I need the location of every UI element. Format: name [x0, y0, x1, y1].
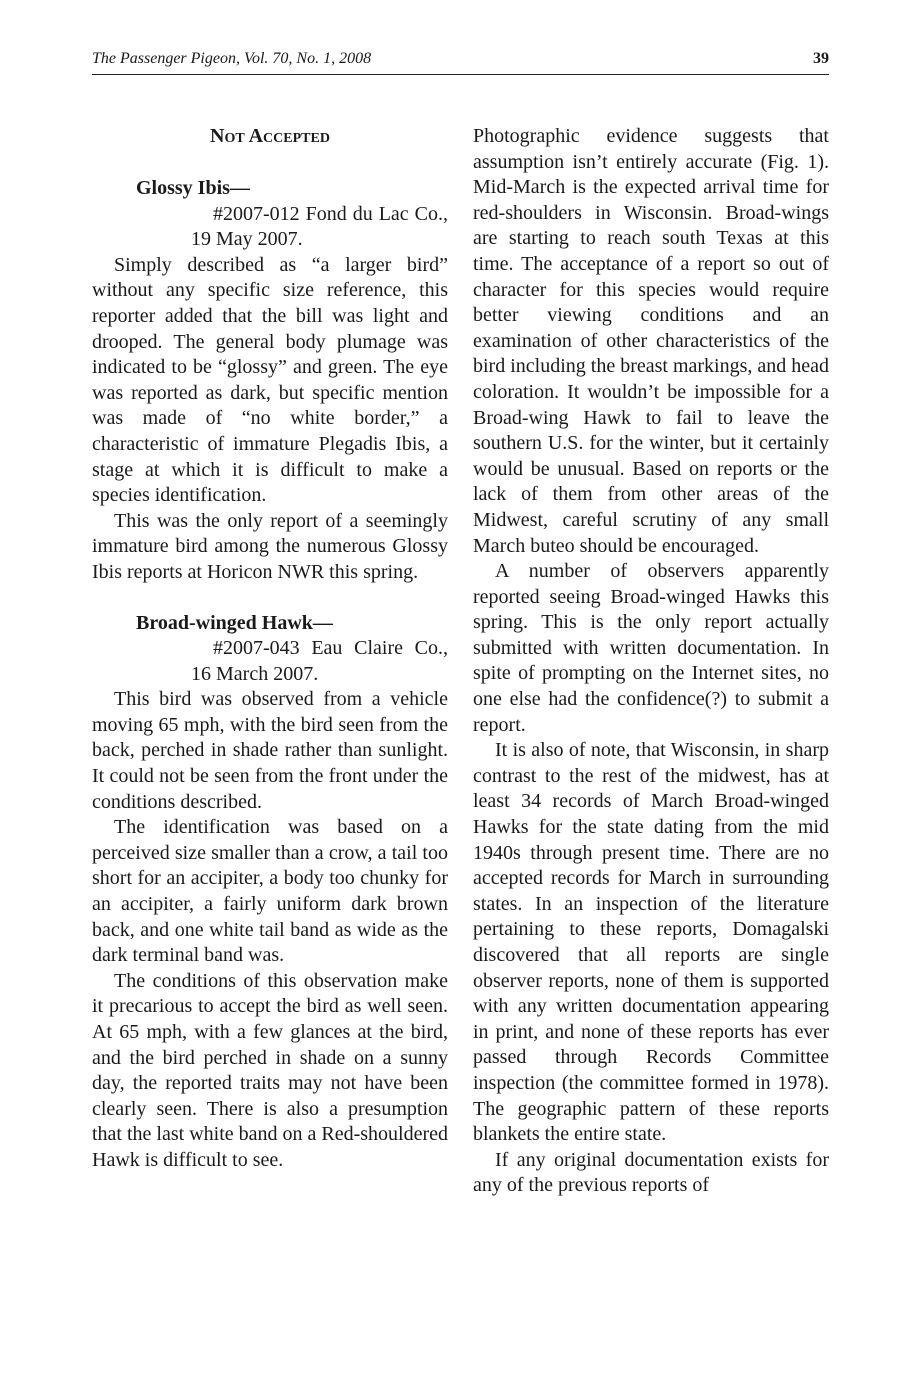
paragraph: The identification was based on a perceived size smaller than a crow, a tail too short for an accipiter, a body too chunky for an accipiter, a fairly uniform dark brown back, and one white tail band as wide as the dark terminal band was. [92, 816, 448, 967]
paragraph: This bird was observed from a vehicle moving 65 mph, with the bird seen from the back, perched in shade rather than sunlight. It could not be seen from the front under the conditions described. [92, 688, 448, 813]
paragraph: The conditions of this observation make it precarious to accept the bird as well seen. At 65 mph, with a few glances at the bird, and the bird perched in shade on a sunny day, the reported traits may not have been clearly seen. There is also a presumption that the last white band on a Red-shouldered Hawk is difficult to see. [92, 969, 449, 1171]
paragraph: Simply described as “a larger bird” without any specific size reference, this reporter added that the bill was light and drooped. The general body plumage was indicated to be “glossy” and green. The eye was reported as dark, but specific mention was made of “no white border,” a characteristic of immature Plegadis Ibis, a stage at which it is difficult to make a species identification. [92, 253, 448, 507]
spacer [92, 586, 448, 611]
record-entry-broad-winged-hawk: #2007-043 Eau Claire Co., 16 March 2007. [191, 637, 448, 685]
page-number: 39 [813, 50, 829, 67]
running-header [92, 48, 829, 75]
record-entry-glossy-ibis: #2007-012 Fond du Lac Co., 19 May 2007. [191, 202, 448, 251]
paragraph: It is also of note, that Wisconsin, in sharp contrast to the rest of the midwest, has at least 34 records of March Broad-winged Hawks for the state dating from the mid 1940s through present time. There are no accepted records for March in surrounding states. In an inspection of the literature pertaining to these reports, Domagalski discovered that all reports are single observer reports, none of them is supported with any written documentation appearing in print, and none of these reports has ever passed through Records Committee inspection (the committee formed in 1978). The geographic pattern of these reports blankets the entire state. [473, 739, 829, 1146]
journal-citation: The Passenger Pigeon, Vol. 70, No. 1, 2008 [92, 50, 372, 67]
paragraph: If any original documentation exists for any of the previous reports of [473, 1148, 829, 1197]
paragraph: A number of observers apparently reported seeing Broad-winged Hawks this spring. This is the only report actually submitted with written documentation. In spite of prompting on the Internet sites, no one else had the confidence(?) to submit a report. [473, 560, 829, 736]
left-column [92, 124, 448, 1174]
section-title: Not Accepted [210, 125, 330, 147]
paragraph: This was the only report of a seemingly immature bird among the numerous Glossy Ibis reports at Horicon NWR this spring. [92, 509, 448, 583]
species-heading-glossy-ibis: Glossy Ibis— [136, 177, 250, 199]
species-heading-broad-winged-hawk: Broad-winged Hawk— [136, 611, 333, 634]
right-column [473, 124, 829, 1199]
paragraph: Photographic evidence suggests that assumption isn’t entirely accurate (Fig. 1). Mid-March is the expected arrival time for red-shoulders in Wisconsin. Broad-wings are starting to reach south Texas at this time. The acceptance of a report so out of character for this species would require better viewing conditions and an examination of other characteristics of the bird including the breast markings, and head coloration. It wouldn’t be impossible for a Broad-wing Hawk to fail to leave the southern U.S. for the winter, but it certainly would be unusual. Based on reports or the lack of them from other areas of the Midwest, careful scrutiny of any small March buteo should be encouraged. [473, 125, 830, 557]
